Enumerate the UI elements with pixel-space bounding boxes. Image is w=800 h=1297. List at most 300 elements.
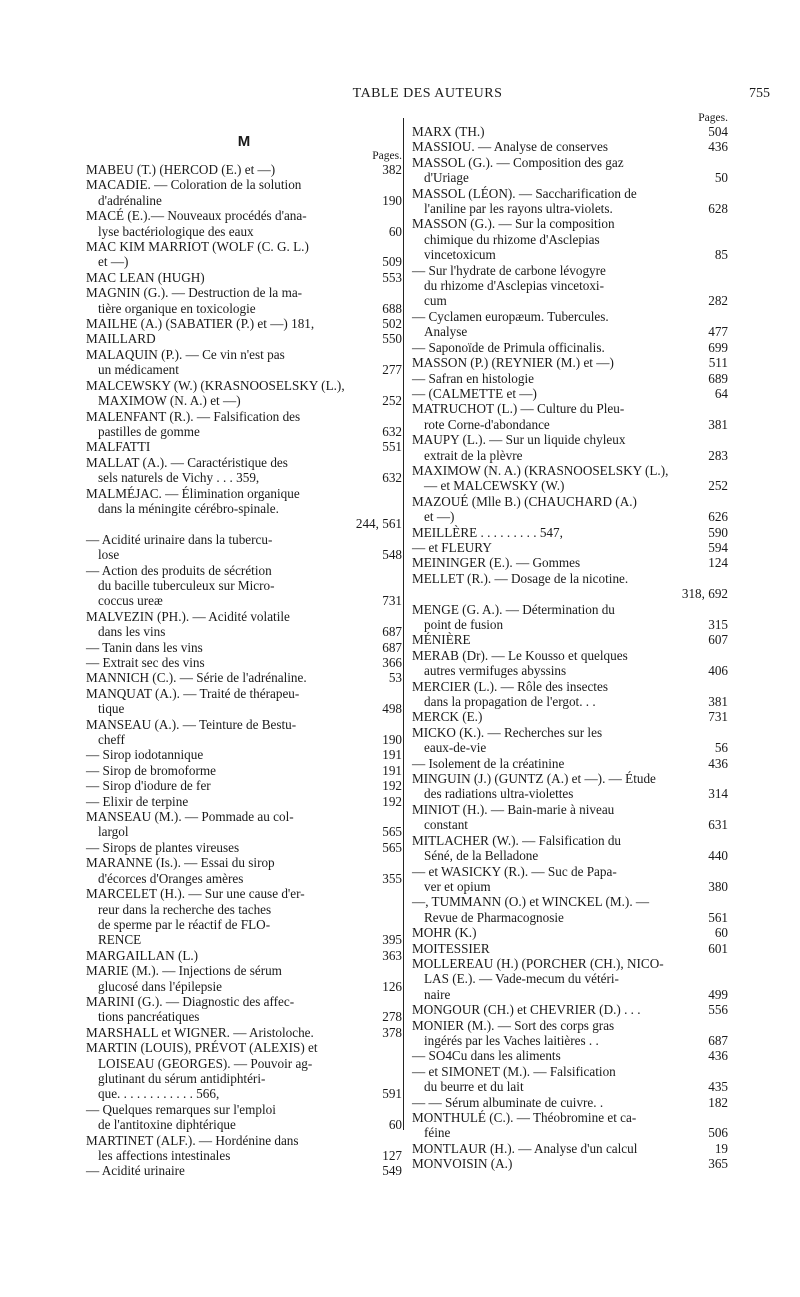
index-entry (86, 763, 402, 778)
entry-text: d'écorces d'Oranges amères (98, 870, 244, 886)
entry-text: MARTINET (ALF.). — Hordénine dans (86, 1132, 299, 1148)
index-entry (86, 331, 402, 346)
index-entry (412, 894, 728, 925)
page-ref: 506 (708, 1125, 728, 1141)
entry-text: MARIE (M.). — Injections de sérum (86, 963, 282, 979)
entry-text: cheff (98, 732, 125, 748)
entry-text: MAUPY (L.). — Sur un liquide chyleux (412, 432, 626, 448)
page-ref: 632 (382, 470, 402, 486)
entry-text: et —) (98, 254, 129, 270)
index-entry (412, 216, 728, 262)
index-entry (412, 1156, 728, 1171)
page-ref: 190 (382, 192, 402, 208)
page-ref: 550 (382, 331, 402, 347)
entry-text: MANQUAT (A.). — Traité de thérapeu- (86, 685, 300, 701)
entry-text: — Elixir de terpine (86, 793, 189, 809)
entry-text: MINIOT (H.). — Bain-marie à niveau (412, 801, 615, 817)
entry-text: de sperme par le réactif de FLO- (98, 916, 271, 932)
index-entry (86, 177, 402, 208)
index-entry (86, 655, 402, 670)
entry-text: dans la propagation de l'ergot. . . (424, 694, 596, 710)
entry-text: — et MALCEWSKY (W.) (424, 478, 565, 494)
index-entry (86, 809, 402, 840)
page-ref: 85 (714, 247, 728, 263)
entry-text: MARCELET (H.). — Sur une cause d'er- (86, 886, 305, 902)
page-ref: 406 (708, 663, 728, 679)
index-entry (412, 709, 728, 724)
entry-text: — Acidité urinaire (86, 1163, 185, 1179)
index-entry (86, 162, 402, 177)
entry-text: — Sirops de plantes vireuses (86, 839, 240, 855)
entry-text: MABEU (T.) (HERCOD (E.) et —) (86, 162, 276, 177)
entry-continuation: 244, (355, 516, 383, 532)
page-ref: 60 (388, 223, 402, 239)
page-ref: 283 (708, 447, 728, 463)
entry-text: MELLET (R.). — Dosage de la nicotine. (412, 570, 629, 586)
page-header (85, 86, 770, 106)
index-entry (412, 833, 728, 864)
index-entry (86, 1040, 402, 1102)
page-ref: 436 (708, 139, 728, 155)
entry-text: — Sirop iodotannique (86, 747, 204, 763)
index-entry (412, 679, 728, 710)
page-ref: 252 (708, 478, 728, 494)
entry-text: du beurre et du lait (424, 1079, 524, 1095)
entry-text: glutinant du sérum antidiphtéri- (98, 1070, 266, 1086)
entry-text: MALENFANT (R.). — Falsification des (86, 408, 301, 424)
entry-text: MONTHULÉ (C.). — Théobromine et ca- (412, 1110, 637, 1125)
index-entry (412, 186, 728, 217)
entry-text: MARTIN (LOUIS), PRÉVOT (ALEXIS) et (86, 1040, 318, 1056)
index-entry (412, 1141, 728, 1156)
entry-text: d'Uriage (424, 170, 469, 186)
entry-text: tière organique en toxicologie (98, 300, 256, 316)
entry-text: MAC KIM MARRIOT (WOLF (C. G. L.) (86, 239, 309, 255)
page-ref: 553 (382, 269, 402, 285)
index-entry (412, 540, 728, 555)
entry-text: MARINI (G.). — Diagnostic des affec- (86, 993, 295, 1009)
entry-text: — Safran en histologie (412, 370, 534, 386)
page-ref: 53 (388, 670, 402, 686)
index-entry (86, 994, 402, 1025)
entry-text: MARX (TH.) (412, 124, 485, 139)
entry-text: — Acidité urinaire dans la tubercu- (86, 531, 273, 547)
entry-text: cum (424, 293, 447, 309)
page-ref: 277 (382, 362, 402, 378)
page-ref: 315 (708, 617, 728, 632)
entry-text: constant (424, 817, 468, 833)
entry-text: — Sirop de bromoforme (86, 762, 217, 778)
entry-text: MAGNIN (G.). — Destruction de la ma- (86, 285, 303, 301)
index-entry (412, 1018, 728, 1049)
section-letter: M (237, 133, 251, 150)
page-ref: 365 (708, 1156, 728, 1172)
index-entry (412, 648, 728, 679)
page-ref: 60 (388, 1117, 402, 1133)
left-column (86, 112, 402, 1179)
page-ref: 699 (708, 339, 728, 355)
index-entry (412, 155, 728, 186)
entry-text: MITLACHER (W.). — Falsification du (412, 832, 622, 848)
entry-text: MASSON (G.). — Sur la composition (412, 216, 615, 232)
index-entry (86, 840, 402, 855)
index-entry (86, 670, 402, 685)
page-ref: 687 (708, 1032, 728, 1048)
entry-text: Revue de Pharmacognosie (424, 909, 564, 925)
entry-text: LOISEAU (GEORGES). — Pouvoir ag- (98, 1055, 313, 1071)
entry-text: lyse bactériologique des eaux (98, 223, 254, 239)
page-ref: 601 (708, 940, 728, 956)
index-entry (86, 1025, 402, 1040)
index-entry (86, 208, 402, 239)
entry-text: RENCE (98, 932, 142, 948)
entry-text: naire (424, 986, 451, 1002)
page-ref: 366 (382, 655, 402, 670)
entry-text: MOITESSIER (412, 940, 490, 956)
index-entry (412, 941, 728, 956)
entry-text: — et SIMONET (M.). — Falsification (412, 1063, 616, 1079)
entry-text: que. . . . . . . . . . . . 566, (98, 1086, 220, 1102)
entry-text: MARANNE (Is.). — Essai du sirop (86, 855, 275, 871)
index-entry (86, 409, 402, 440)
page-ref: 192 (382, 793, 402, 809)
index-entry (412, 864, 728, 895)
entry-text: MICKO (K.). — Recherches sur les (412, 724, 603, 740)
entry-text: MERAB (Dr). — Le Kousso et quelques (412, 647, 628, 663)
page-ref: 19 (714, 1140, 728, 1156)
page-ref: 689 (708, 370, 728, 386)
page-ref: 607 (708, 632, 728, 648)
page-ref: 436 (708, 755, 728, 771)
index-entry (86, 1102, 402, 1133)
entry-text: MASSOL (G.). — Composition des gaz (412, 154, 624, 170)
index-entry (86, 1163, 402, 1178)
entry-text: — Cyclamen europæum. Tubercules. (412, 308, 609, 324)
entry-text: MACADIE. — Coloration de la solution (86, 177, 302, 193)
index-entry (412, 263, 728, 309)
entry-text: MONVOISIN (A.) (412, 1156, 513, 1172)
entry-text: MERCK (E.) (412, 709, 483, 725)
index-entry (86, 855, 402, 886)
entry-text: pastilles de gomme (98, 423, 200, 439)
index-entry (412, 756, 728, 771)
page-ref: 556 (708, 1002, 728, 1018)
entry-text: MANSEAU (M.). — Pommade au col- (86, 809, 294, 825)
entry-text: MALMÉJAC. — Élimination organique (86, 485, 300, 501)
entry-text: lose (98, 547, 120, 563)
index-entry (86, 270, 402, 285)
index-entry (86, 563, 402, 609)
entry-text: Séné, de la Belladone (424, 848, 539, 864)
entry-text: MAC LEAN (HUGH) (86, 269, 205, 285)
page-ref: 631 (708, 817, 728, 833)
index-entry (86, 486, 402, 532)
entry-text: MÉNIÈRE (412, 632, 471, 648)
entry-text: glucosé dans l'épilepsie (98, 978, 222, 994)
entry-text: chimique du rhizome d'Asclepias (424, 231, 600, 247)
entry-text: largol (98, 824, 129, 840)
index-entry (412, 525, 728, 540)
page-ref: 731 (708, 709, 728, 725)
index-entry (86, 316, 402, 331)
entry-text: MALVEZIN (PH.). — Acidité volatile (86, 608, 290, 624)
page-ref: 548 (382, 547, 402, 563)
page-ref: 440 (708, 848, 728, 864)
page-ref: 477 (708, 324, 728, 340)
entry-text: et —) (424, 509, 455, 525)
page-ref: 565 (382, 824, 402, 840)
index-entry (86, 455, 402, 486)
index-entry (412, 386, 728, 401)
index-entry (86, 794, 402, 809)
page-ref: 363 (382, 947, 402, 963)
page-ref: 382 (382, 162, 402, 177)
entry-text: — Action des produits de sécrétion (86, 562, 272, 578)
entry-text: MONTLAUR (H.). — Analyse d'un calcul (412, 1140, 638, 1156)
entry-text: MOHR (K.) (412, 925, 477, 941)
right-entries (412, 124, 728, 1172)
entry-text: MINGUIN (J.) (GUNTZ (A.) et —). — Étude (412, 771, 656, 787)
entry-text: eaux-de-vie (424, 740, 487, 756)
index-entry (412, 1110, 728, 1141)
index-entry (412, 1064, 728, 1095)
index-entry (86, 640, 402, 655)
index-entry (86, 963, 402, 994)
entry-text: MACÉ (E.).— Nouveaux procédés d'ana- (86, 208, 307, 224)
entry-text: des radiations ultra-violettes (424, 786, 574, 802)
page-ref: 688 (382, 300, 402, 316)
entry-text: du bacille tuberculeux sur Micro- (98, 577, 275, 593)
page-ref: 502 (382, 316, 402, 332)
entry-text: MASSOL (LÉON). — Saccharification de (412, 185, 637, 201)
page-ref: 127 (382, 1148, 402, 1163)
page-ref: 381 (708, 416, 728, 432)
entry-text: MERCIER (L.). — Rôle des insectes (412, 678, 608, 694)
index-entry (86, 886, 402, 948)
index-entry (86, 439, 402, 454)
index-entry (412, 340, 728, 355)
index-entry (412, 571, 728, 602)
page-ref: 498 (382, 701, 402, 717)
page-ref: 632 (382, 423, 402, 439)
entry-text: MONIER (M.). — Sort des corps gras (412, 1017, 615, 1033)
entry-text: coccus ureæ (98, 593, 163, 609)
index-entry (412, 401, 728, 432)
index-entry (412, 956, 728, 1002)
column-divider (403, 118, 404, 1130)
entry-text: — et WASICKY (R.). — Suc de Papa- (412, 863, 617, 879)
entry-text: MALCEWSKY (W.) (KRASNOOSELSKY (L.), (86, 377, 345, 393)
page-ref: 50 (714, 170, 728, 186)
entry-text: de l'antitoxine diphtérique (98, 1117, 236, 1133)
page-ref: 565 (382, 839, 402, 855)
page-ref: 190 (382, 732, 402, 748)
entry-text: — Extrait sec des vins (86, 655, 205, 670)
entry-text: MONGOUR (CH.) et CHEVRIER (D.) . . . (412, 1002, 641, 1018)
entry-text: MANNICH (C.). — Série de l'adrénaline. (86, 670, 307, 686)
entry-text: point de fusion (424, 617, 504, 632)
entry-text: — SO4Cu dans les aliments (412, 1048, 561, 1064)
entry-text: —, TUMMANN (O.) et WINCKEL (M.). — (412, 894, 650, 910)
page-ref: 395 (382, 932, 402, 948)
page-ref: 626 (708, 509, 728, 525)
entry-text: féine (424, 1125, 451, 1141)
page-ref: 278 (382, 1009, 402, 1025)
index-entry (412, 139, 728, 154)
entry-text: MENGE (G. A.). — Détermination du (412, 601, 615, 617)
index-entry (412, 432, 728, 463)
page-ref: 504 (708, 124, 728, 139)
page-ref: 687 (382, 639, 402, 655)
entry-text: — Sirop d'iodure de fer (86, 778, 211, 794)
index-entry (412, 463, 728, 494)
page-ref: 590 (708, 524, 728, 540)
page-ref: 381 (708, 694, 728, 710)
index-entry (412, 1002, 728, 1017)
page-ref: 124 (708, 555, 728, 571)
entry-text: vincetoxicum (424, 247, 496, 263)
index-entry (412, 802, 728, 833)
entry-text: les affections intestinales (98, 1148, 231, 1163)
page-ref: 594 (708, 539, 728, 555)
entry-text: MAILHE (A.) (SABATIER (P.) et —) 181, (86, 316, 315, 332)
entry-text: sels naturels de Vichy . . . 359, (98, 470, 260, 486)
page-ref: 561 (382, 516, 402, 532)
entry-text: — (CALMETTE et —) (412, 385, 537, 401)
pages-label-right: Pages. (698, 112, 728, 124)
running-title: TABLE DES AUTEURS (352, 86, 503, 101)
page-ref: 126 (382, 978, 402, 994)
index-entry (86, 778, 402, 793)
index-entry (86, 717, 402, 748)
index-entry (412, 725, 728, 756)
page-ref: 511 (708, 355, 728, 371)
entry-text: reur dans la recherche des taches (98, 901, 272, 917)
index-entry (412, 371, 728, 386)
entry-text: — Saponoïde de Primula officinalis. (412, 339, 605, 355)
pages-label: Pages. (372, 150, 402, 162)
entry-text: — Tanin dans les vins (86, 639, 203, 655)
index-entry (86, 378, 402, 409)
entry-text: dans la méningite cérébro-spinale. (98, 500, 279, 516)
index-entry (86, 948, 402, 963)
page-ref: 436 (708, 1048, 728, 1064)
entry-text: — et FLEURY (412, 539, 492, 555)
entry-text: rote Corne-d'abondance (424, 416, 550, 432)
index-entry (86, 609, 402, 640)
entry-text: ingérés par les Vaches laitières . . (424, 1032, 599, 1048)
entry-text: LAS (E.). — Vade-mecum du vétéri- (424, 971, 619, 987)
page-ref: 692 (708, 586, 728, 602)
entry-continuation: 318, (681, 586, 709, 602)
entry-text: MOLLEREAU (H.) (PORCHER (CH.), NICO- (412, 955, 664, 971)
index-entry (412, 1048, 728, 1063)
entry-text: MARGAILLAN (L.) (86, 947, 199, 963)
entry-text: MAXIMOW (N. A.) (KRASNOOSELSKY (L.), (412, 462, 669, 478)
entry-text: un médicament (98, 362, 179, 378)
right-column (412, 112, 728, 1172)
page-ref: 731 (382, 593, 402, 609)
entry-text: MALFATTI (86, 439, 151, 455)
page-ref: 380 (708, 878, 728, 894)
page-ref: 314 (708, 786, 728, 802)
entry-text: MAILLARD (86, 331, 156, 347)
page-ref: 378 (382, 1024, 402, 1040)
page-ref: 628 (708, 201, 728, 217)
entry-text: — — Sérum albuminate de cuivre. . (412, 1094, 604, 1110)
entry-text: extrait de la plèvre (424, 447, 523, 463)
entry-text: tions pancréatiques (98, 1009, 200, 1025)
entry-text: dans les vins (98, 624, 166, 640)
entry-text: — Sur l'hydrate de carbone lévogyre (412, 262, 606, 278)
entry-text: autres vermifuges abyssins (424, 663, 567, 679)
index-entry (412, 355, 728, 370)
index-entry (86, 239, 402, 270)
page-ref: 56 (714, 740, 728, 756)
index-entry (412, 309, 728, 340)
page-ref: 499 (708, 986, 728, 1002)
page-ref: 551 (382, 439, 402, 455)
page-number: 755 (749, 86, 770, 101)
entry-text: MATRUCHOT (L.) — Culture du Pleu- (412, 401, 625, 417)
index-entry (86, 532, 402, 563)
entry-text: MASSIOU. — Analyse de conserves (412, 139, 608, 155)
index-entry (86, 686, 402, 717)
entry-text: MAXIMOW (N. A.) et —) (98, 393, 241, 409)
index-entry (86, 285, 402, 316)
page-ref: 64 (714, 385, 728, 401)
entry-text: MARSHALL et WIGNER. — Aristoloche. (86, 1024, 314, 1040)
entry-text: MALLAT (A.). — Caractéristique des (86, 454, 288, 470)
page-ref: 509 (382, 254, 402, 270)
entry-text: MANSEAU (A.). — Teinture de Bestu- (86, 716, 297, 732)
page-ref: 191 (382, 747, 402, 763)
entry-text: MASSON (P.) (REYNIER (M.) et —) (412, 355, 614, 371)
index-entry (412, 771, 728, 802)
index-entry (412, 1095, 728, 1110)
page-ref: 549 (382, 1163, 402, 1179)
index-entry (412, 925, 728, 940)
entry-text: — Isolement de la créatinine (412, 755, 565, 771)
index-entry (412, 555, 728, 570)
entry-text: Analyse (424, 324, 468, 340)
entry-text: tique (98, 701, 125, 717)
index-entry (412, 124, 728, 139)
entry-text: MAZOUÉ (Mlle B.) (CHAUCHARD (A.) (412, 493, 637, 509)
index-entry (86, 347, 402, 378)
entry-text: MALAQUIN (P.). — Ce vin n'est pas (86, 346, 285, 362)
index-entry (412, 494, 728, 525)
page-ref: 687 (382, 624, 402, 640)
left-entries (86, 162, 402, 1179)
entry-text: — Quelques remarques sur l'emploi (86, 1101, 276, 1117)
page-ref: 282 (708, 293, 728, 309)
entry-text: MEININGER (E.). — Gommes (412, 555, 581, 571)
page-ref: 191 (382, 762, 402, 778)
page-ref: 355 (382, 870, 402, 886)
entry-text: ver et opium (424, 878, 491, 894)
page-ref: 561 (708, 909, 728, 925)
index-entry (86, 747, 402, 762)
entry-text: d'adrénaline (98, 192, 162, 208)
entry-text: MEILLÈRE . . . . . . . . . 547, (412, 524, 563, 540)
index-entry (412, 602, 728, 633)
index-entry (86, 1133, 402, 1164)
entry-text: l'aniline par les rayons ultra-violets. (424, 201, 613, 217)
index-entry (412, 632, 728, 647)
page-ref: 192 (382, 778, 402, 794)
page-ref: 435 (708, 1079, 728, 1095)
